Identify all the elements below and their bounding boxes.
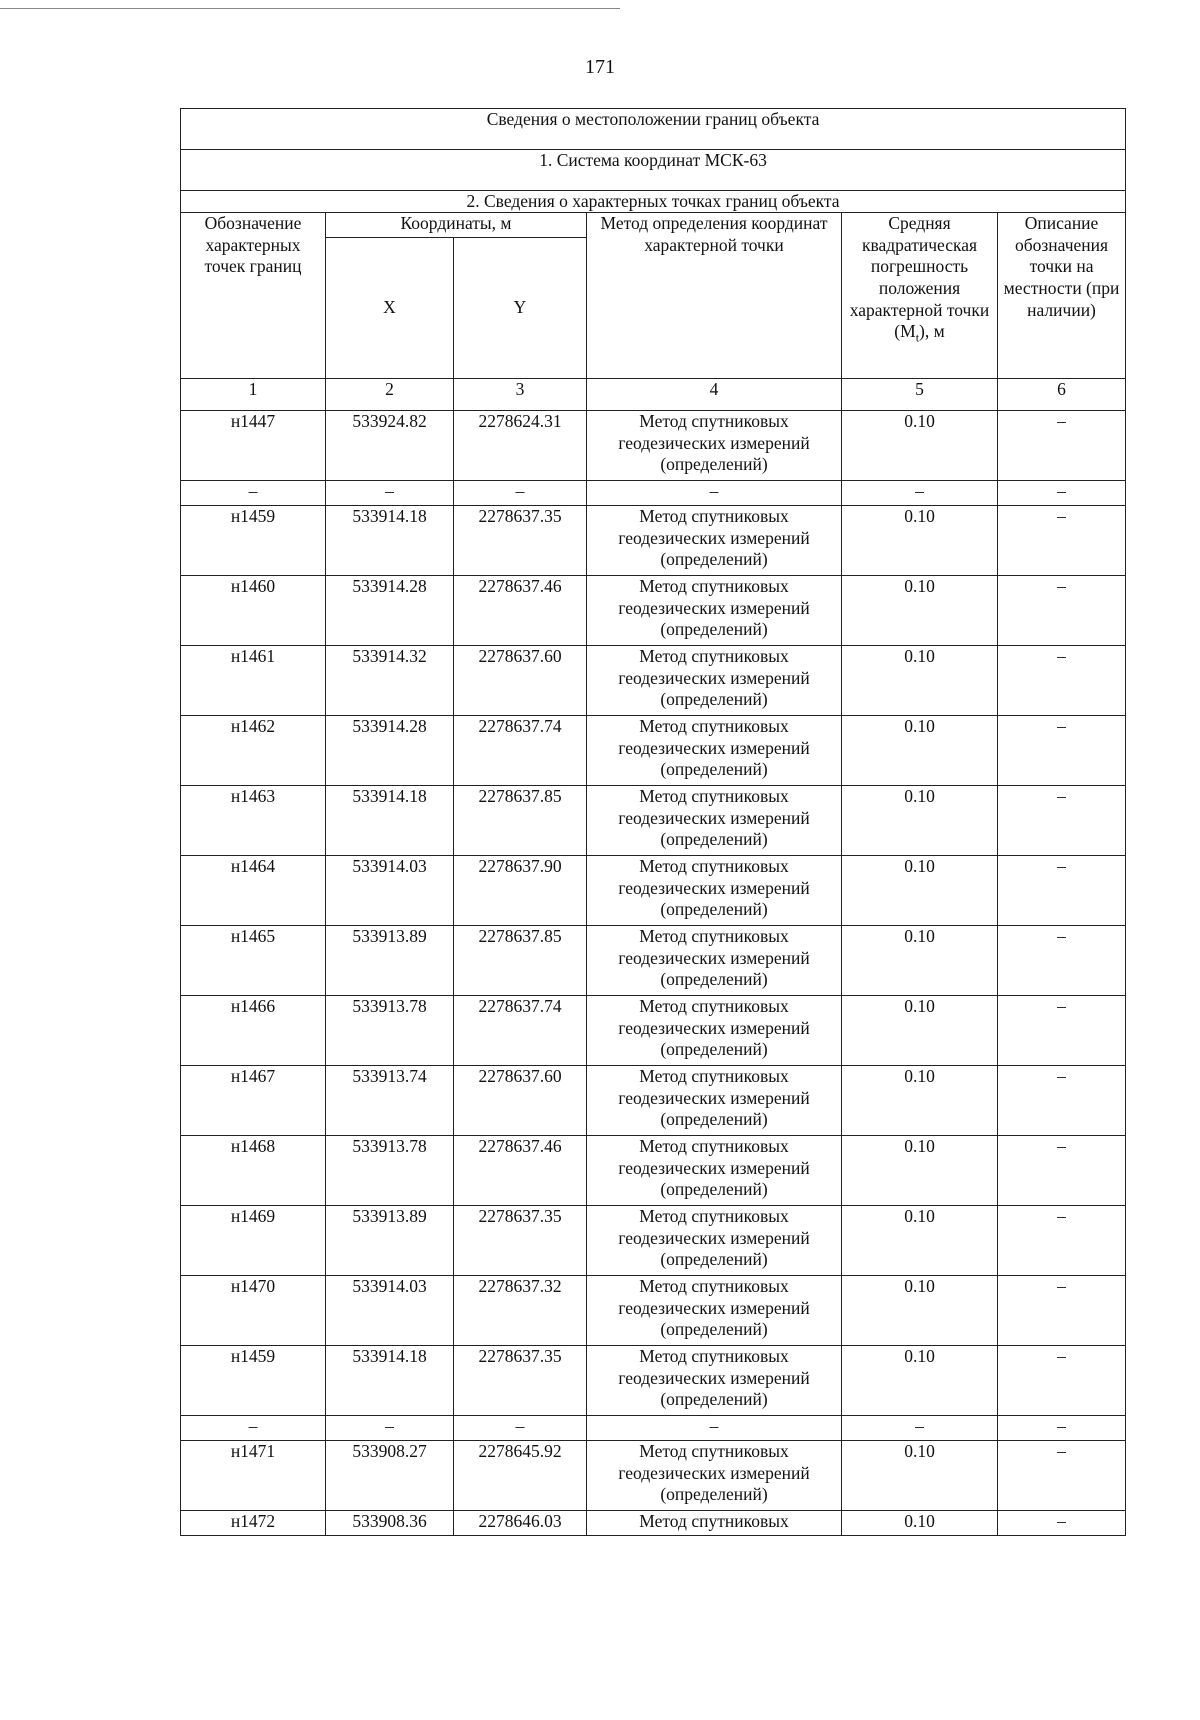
header-description: Описание обозначения точки на местности (при наличии) <box>998 213 1126 379</box>
method-line: (определений) <box>660 1179 768 1200</box>
method-line: Метод спутниковых <box>639 1136 789 1156</box>
method-line: (определений) <box>660 1484 768 1505</box>
coord-y: 2278637.35 <box>454 1346 587 1416</box>
coord-x: 533913.89 <box>326 1206 454 1276</box>
point-id: н1462 <box>181 716 326 786</box>
method-line: Метод спутниковых <box>639 1206 789 1226</box>
point-description: – <box>998 1276 1126 1346</box>
method <box>587 576 842 646</box>
method <box>587 786 842 856</box>
method <box>587 1511 842 1536</box>
point-description: – <box>998 576 1126 646</box>
mean-error: 0.10 <box>842 1206 998 1276</box>
coord-x: – <box>326 481 454 506</box>
method-line: геодезических измерений <box>618 877 810 898</box>
method <box>587 1346 842 1416</box>
method-line: Метод спутниковых <box>639 1276 789 1296</box>
point-description: – <box>998 1206 1126 1276</box>
method: – <box>587 1416 842 1441</box>
method <box>587 506 842 576</box>
point-id: н1447 <box>181 411 326 481</box>
coord-x: 533914.18 <box>326 786 454 856</box>
column-number: 5 <box>842 379 998 411</box>
point-id: н1463 <box>181 786 326 856</box>
point-id: н1472 <box>181 1511 326 1536</box>
mean-error: 0.10 <box>842 926 998 996</box>
header-row-1 <box>181 213 1126 238</box>
method-line: (определений) <box>660 1109 768 1130</box>
coord-y: 2278637.74 <box>454 716 587 786</box>
point-description: – <box>998 1511 1126 1536</box>
method-line: геодезических измерений <box>618 597 810 618</box>
column-number: 3 <box>454 379 587 411</box>
coord-x: – <box>326 1416 454 1441</box>
point-id: н1461 <box>181 646 326 716</box>
table-row <box>181 1206 1126 1276</box>
method <box>587 1136 842 1206</box>
coord-x: 533914.03 <box>326 856 454 926</box>
method-line: Метод спутниковых <box>639 506 789 526</box>
mean-error: 0.10 <box>842 1346 998 1416</box>
table-row <box>181 716 1126 786</box>
table-row <box>181 856 1126 926</box>
point-description: – <box>998 1066 1126 1136</box>
method-line: геодезических измерений <box>618 1157 810 1178</box>
coord-x: 533913.78 <box>326 1136 454 1206</box>
table-row <box>181 786 1126 856</box>
mean-error: 0.10 <box>842 786 998 856</box>
mean-error: 0.10 <box>842 996 998 1066</box>
coord-system: 1. Система координат МСК-63 <box>181 150 1126 191</box>
method-line: (определений) <box>660 1039 768 1060</box>
mean-error: 0.10 <box>842 716 998 786</box>
points-section-title: 2. Сведения о характерных точках границ объекта <box>181 191 1126 213</box>
coord-y: 2278637.35 <box>454 506 587 576</box>
table-row <box>181 1511 1126 1536</box>
column-numbers-row <box>181 379 1126 411</box>
coord-x: 533914.32 <box>326 646 454 716</box>
point-description: – <box>998 856 1126 926</box>
method: – <box>587 481 842 506</box>
method-line: геодезических измерений <box>618 807 810 828</box>
coord-y: 2278645.92 <box>454 1441 587 1511</box>
method <box>587 1276 842 1346</box>
coord-x: 533913.78 <box>326 996 454 1066</box>
column-number: 1 <box>181 379 326 411</box>
method-line: Метод спутниковых <box>639 1511 789 1531</box>
coord-x: 533908.27 <box>326 1441 454 1511</box>
header-y: Y <box>454 238 587 379</box>
coord-y: – <box>454 1416 587 1441</box>
separator-row <box>181 481 1126 506</box>
table-row <box>181 576 1126 646</box>
method-line: (определений) <box>660 619 768 640</box>
table-row <box>181 1066 1126 1136</box>
point-id: н1464 <box>181 856 326 926</box>
method-line: (определений) <box>660 549 768 570</box>
method-line: геодезических измерений <box>618 947 810 968</box>
method-line: геодезических измерений <box>618 737 810 758</box>
point-description: – <box>998 646 1126 716</box>
point-id: н1466 <box>181 996 326 1066</box>
method-line: (определений) <box>660 759 768 780</box>
mean-error: – <box>842 1416 998 1441</box>
method-line: геодезических измерений <box>618 527 810 548</box>
method-line: (определений) <box>660 454 768 475</box>
header-error-text: Средняя квадратическая погрешность положения характерной точки $(M_t)$, м <box>849 213 990 345</box>
coord-y: – <box>454 481 587 506</box>
point-id: – <box>181 481 326 506</box>
header-method: Метод определения координат характерной точки <box>587 213 842 379</box>
point-id: н1465 <box>181 926 326 996</box>
table-row <box>181 411 1126 481</box>
mean-error: – <box>842 481 998 506</box>
method-line: (определений) <box>660 829 768 850</box>
method-line: Метод спутниковых <box>639 1346 789 1366</box>
method-line: Метод спутниковых <box>639 1441 789 1461</box>
method-line: Метод спутниковых <box>639 576 789 596</box>
point-description: – <box>998 1136 1126 1206</box>
coord-x: 533924.82 <box>326 411 454 481</box>
section-title-row <box>181 109 1126 150</box>
point-description: – <box>998 1416 1126 1441</box>
point-id: н1460 <box>181 576 326 646</box>
coord-y: 2278637.60 <box>454 646 587 716</box>
column-number: 2 <box>326 379 454 411</box>
coord-x: 533914.28 <box>326 716 454 786</box>
table-row <box>181 1276 1126 1346</box>
point-id: н1470 <box>181 1276 326 1346</box>
mean-error: 0.10 <box>842 646 998 716</box>
point-description: – <box>998 786 1126 856</box>
point-description: – <box>998 716 1126 786</box>
coord-y: 2278637.46 <box>454 576 587 646</box>
mean-error: 0.10 <box>842 1136 998 1206</box>
coord-y: 2278637.35 <box>454 1206 587 1276</box>
coord-x: 533914.03 <box>326 1276 454 1346</box>
mean-error: 0.10 <box>842 576 998 646</box>
table-row <box>181 506 1126 576</box>
method <box>587 1441 842 1511</box>
point-description: – <box>998 926 1126 996</box>
page-number: 171 <box>585 56 615 78</box>
point-description: – <box>998 481 1126 506</box>
coord-x: 533913.89 <box>326 926 454 996</box>
coord-y: 2278637.85 <box>454 926 587 996</box>
header-x: X <box>326 238 454 379</box>
header-designation: Обозначение характерных точек границ <box>181 213 326 379</box>
coord-y: 2278637.85 <box>454 786 587 856</box>
method-line: (определений) <box>660 1389 768 1410</box>
table-row <box>181 926 1126 996</box>
method <box>587 411 842 481</box>
scan-top-rule <box>0 8 620 9</box>
method-line: геодезических измерений <box>618 1297 810 1318</box>
method <box>587 996 842 1066</box>
coord-x: 533914.28 <box>326 576 454 646</box>
mean-error: 0.10 <box>842 1066 998 1136</box>
separator-row <box>181 1416 1126 1441</box>
method <box>587 1206 842 1276</box>
method <box>587 716 842 786</box>
method-line: Метод спутниковых <box>639 1066 789 1086</box>
method-line: Метод спутниковых <box>639 996 789 1016</box>
coord-y: 2278646.03 <box>454 1511 587 1536</box>
point-id: н1459 <box>181 1346 326 1416</box>
table-row <box>181 1441 1126 1511</box>
table-row <box>181 646 1126 716</box>
method <box>587 856 842 926</box>
point-id: н1467 <box>181 1066 326 1136</box>
point-id: н1468 <box>181 1136 326 1206</box>
method-line: Метод спутниковых <box>639 716 789 736</box>
method-line: (определений) <box>660 1249 768 1270</box>
coord-y: 2278637.60 <box>454 1066 587 1136</box>
method-line: (определений) <box>660 899 768 920</box>
point-id: н1471 <box>181 1441 326 1511</box>
method-line: геодезических измерений <box>618 1227 810 1248</box>
coord-y: 2278637.46 <box>454 1136 587 1206</box>
boundary-points-table <box>180 108 1126 1536</box>
method-line: геодезических измерений <box>618 1367 810 1388</box>
method-line: геодезических измерений <box>618 1017 810 1038</box>
method-line: (определений) <box>660 689 768 710</box>
point-id: н1469 <box>181 1206 326 1276</box>
method-line: геодезических измерений <box>618 432 810 453</box>
mean-error: 0.10 <box>842 1441 998 1511</box>
point-description: – <box>998 506 1126 576</box>
section-title: Сведения о местоположении границ объекта <box>181 109 1126 150</box>
point-description: – <box>998 1441 1126 1511</box>
column-number: 6 <box>998 379 1126 411</box>
method-line: Метод спутниковых <box>639 646 789 666</box>
mean-error: 0.10 <box>842 1276 998 1346</box>
coord-x: 533914.18 <box>326 1346 454 1416</box>
method-line: Метод спутниковых <box>639 926 789 946</box>
coord-y: 2278637.90 <box>454 856 587 926</box>
coord-y: 2278637.32 <box>454 1276 587 1346</box>
coord-x: 533914.18 <box>326 506 454 576</box>
point-id: н1459 <box>181 506 326 576</box>
mean-error: 0.10 <box>842 506 998 576</box>
method-line: Метод спутниковых <box>639 856 789 876</box>
method-line: геодезических измерений <box>618 667 810 688</box>
method-line: Метод спутниковых <box>639 411 789 431</box>
point-description: – <box>998 411 1126 481</box>
method-line: (определений) <box>660 1319 768 1340</box>
coord-y: 2278637.74 <box>454 996 587 1066</box>
coord-system-row <box>181 150 1126 191</box>
table-row <box>181 1136 1126 1206</box>
point-description: – <box>998 1346 1126 1416</box>
point-id: – <box>181 1416 326 1441</box>
method <box>587 926 842 996</box>
mean-error: 0.10 <box>842 856 998 926</box>
point-description: – <box>998 996 1126 1066</box>
coord-x: 533913.74 <box>326 1066 454 1136</box>
column-number: 4 <box>587 379 842 411</box>
mean-error: 0.10 <box>842 411 998 481</box>
mean-error: 0.10 <box>842 1511 998 1536</box>
header-coordinates: Координаты, м <box>326 213 587 238</box>
method-line: геодезических измерений <box>618 1087 810 1108</box>
method <box>587 646 842 716</box>
header-error <box>842 213 998 379</box>
coord-x: 533908.36 <box>326 1511 454 1536</box>
table-row <box>181 996 1126 1066</box>
method-line: Метод спутниковых <box>639 786 789 806</box>
points-section-row <box>181 191 1126 213</box>
method <box>587 1066 842 1136</box>
coord-y: 2278624.31 <box>454 411 587 481</box>
table-row <box>181 1346 1126 1416</box>
method-line: (определений) <box>660 969 768 990</box>
method-line: геодезических измерений <box>618 1462 810 1483</box>
